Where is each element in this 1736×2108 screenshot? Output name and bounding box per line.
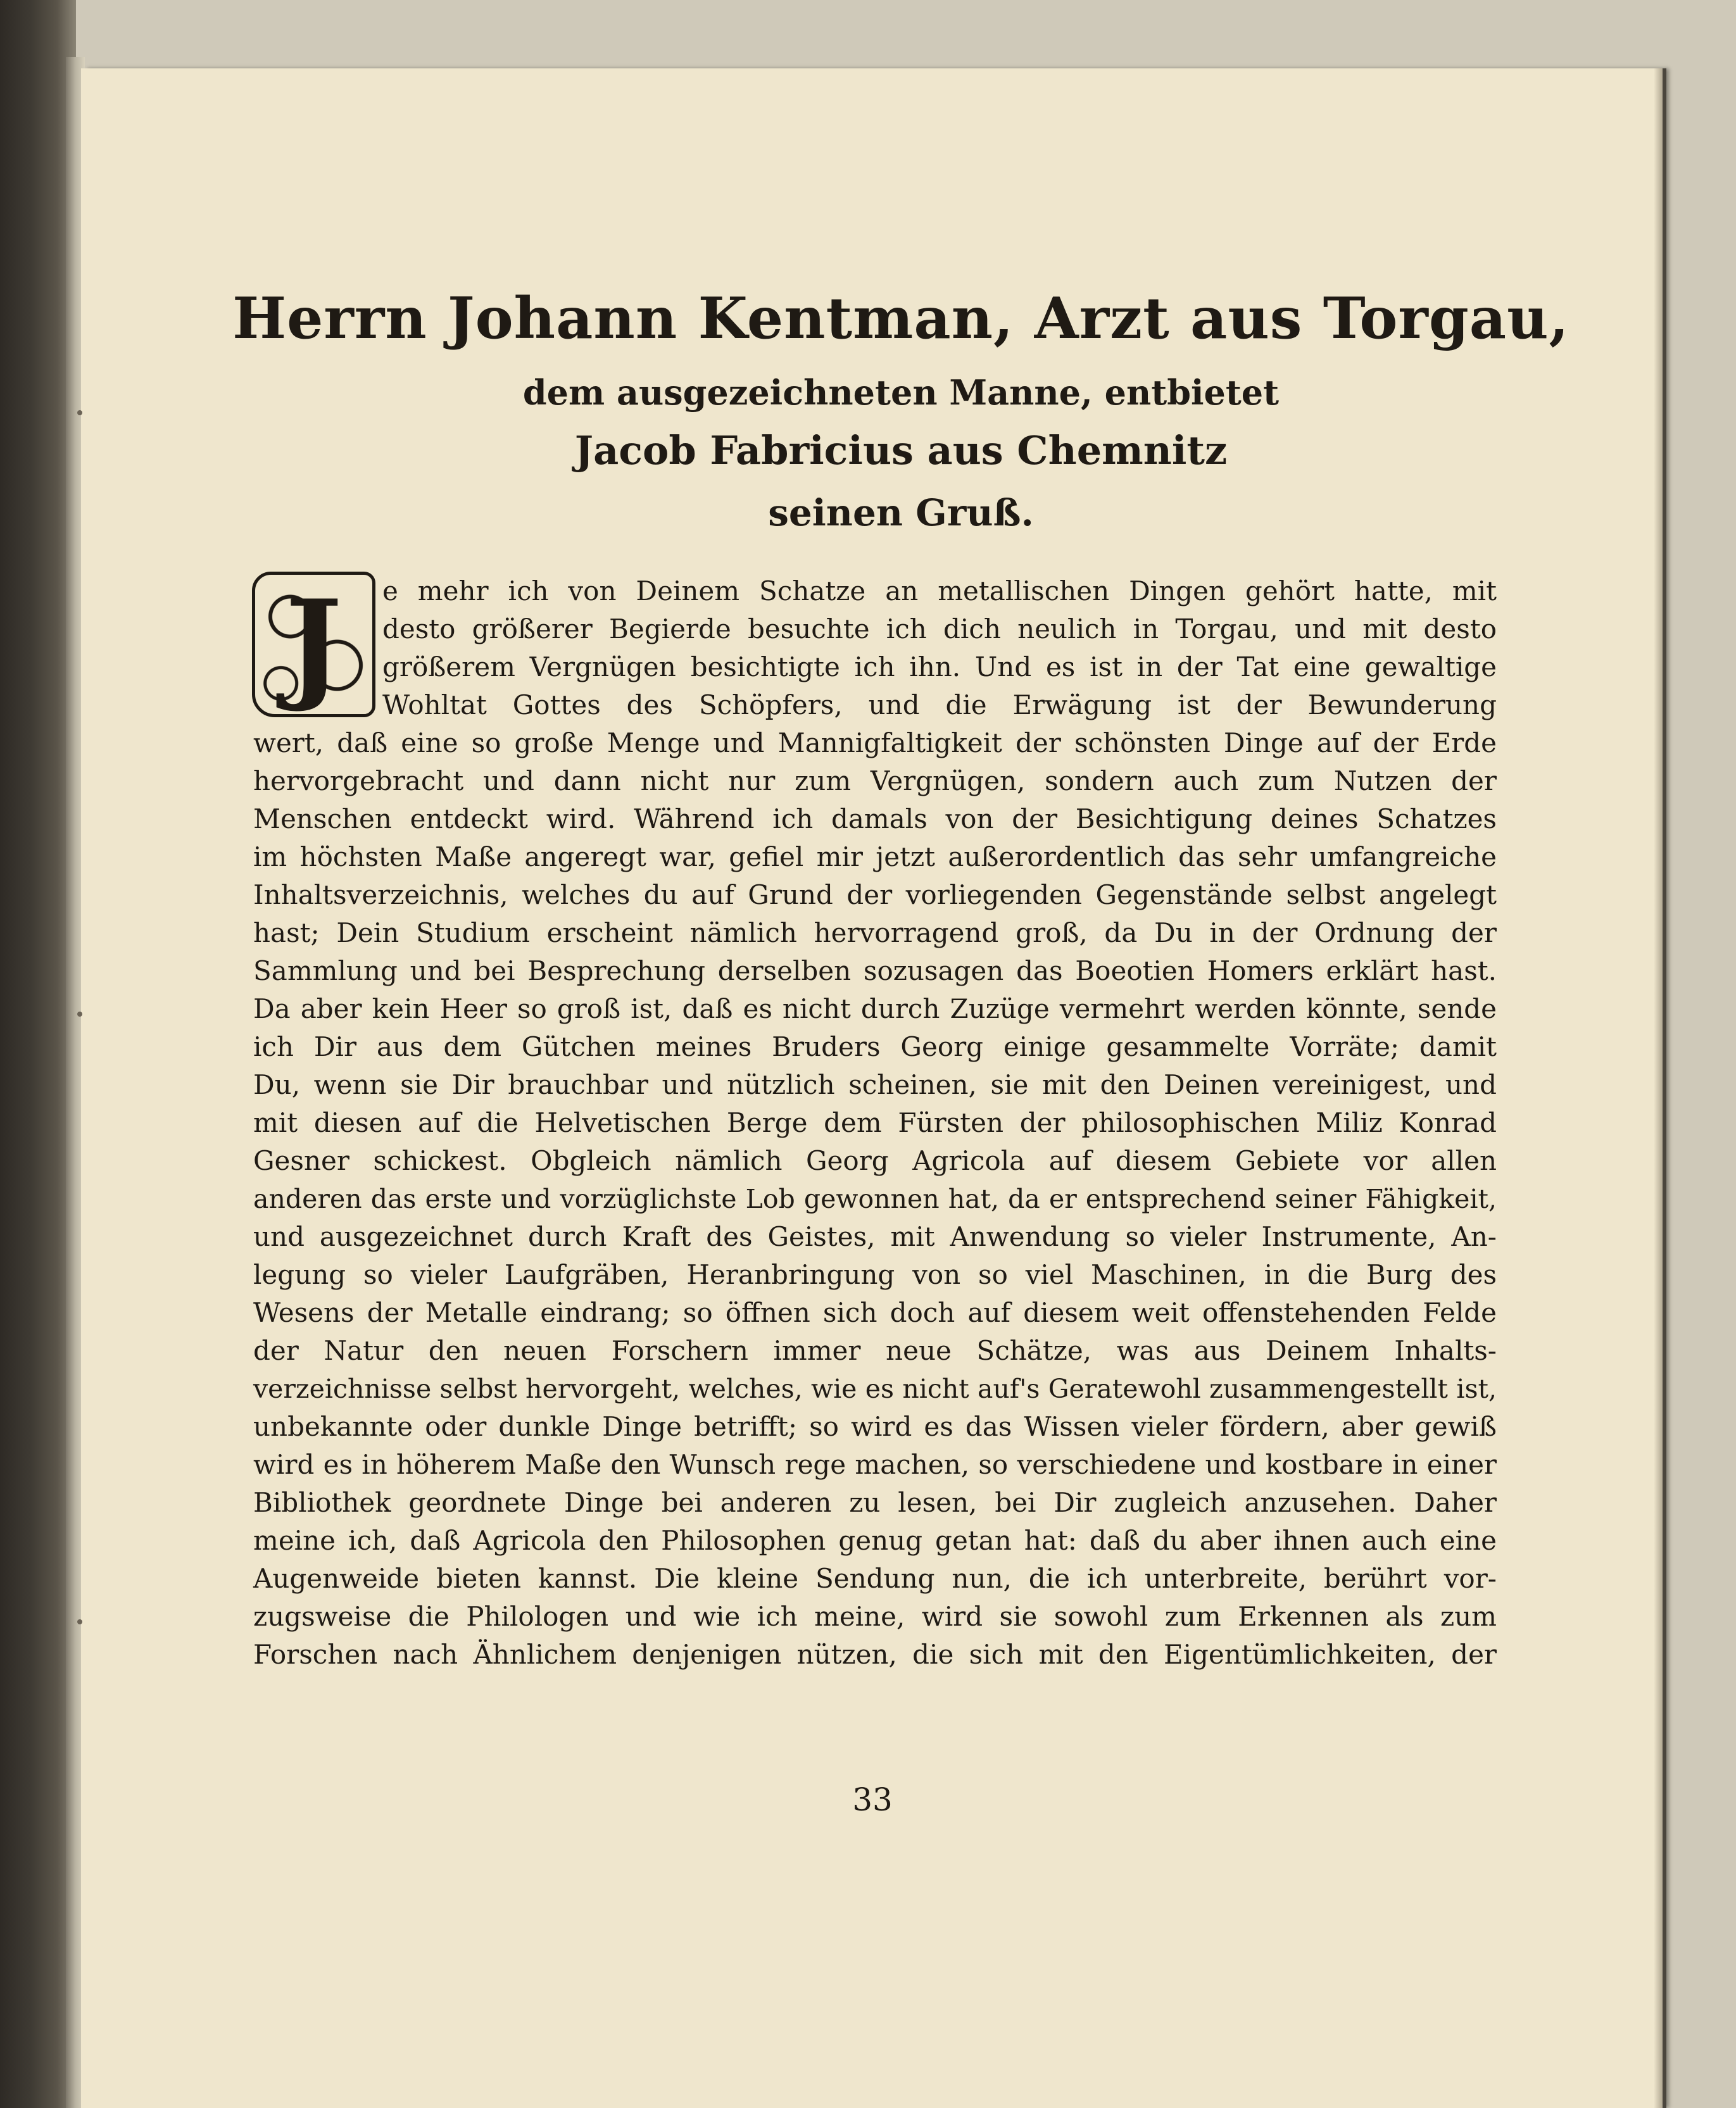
text-line: Wesens der Metalle eindrang; so öffnen sich doch auf diesem weit offenstehenden Felde (253, 1297, 1497, 1328)
text-line: Gesner schickest. Obgleich nämlich Georg Agricola auf diesem Gebiete vor allen (253, 1145, 1497, 1176)
text-line: unbekannte oder dunkle Dinge betrifft; so wird es das Wissen vieler fördern, aber gewiß (253, 1411, 1497, 1442)
text-line: Bibliothek geordnete Dinge bei anderen zu lesen, bei Dir zugleich anzusehen. Daher (253, 1487, 1497, 1518)
binding-hole (77, 410, 82, 415)
text-line: hervorgebracht und dann nicht nur zum Vergnügen, sondern auch zum Nutzen der (253, 765, 1497, 796)
text-line: hast; Dein Studium erscheint nämlich hervorragend groß, da Du in der Ordnung der (253, 917, 1497, 948)
text-line: anderen das erste und vorzüglichste Lob gewonnen hat, da er entsprechend seiner Fähigkeit, (253, 1184, 1497, 1214)
ornamental-initial (252, 572, 375, 717)
book-page (81, 68, 1663, 2108)
text-line: meine ich, daß Agricola den Philosophen genug getan hat: daß du aber ihnen auch eine (253, 1525, 1497, 1556)
text-line: Augenweide bieten kannst. Die kleine Sendung nun, die ich unterbreite, berührt vor- (253, 1563, 1497, 1594)
text-line: desto größerer Begierde besuchte ich dich neulich in Torgau, und mit desto (382, 613, 1497, 644)
text-line: wird es in höherem Maße den Wunsch rege machen, so verschiedene und kostbare in einer (253, 1449, 1497, 1480)
drop-cap-letter: J (285, 574, 343, 715)
text-line: zugsweise die Philologen und wie ich meine, wird sie sowohl zum Erkennen als zum (253, 1601, 1497, 1632)
text-line: und ausgezeichnet durch Kraft des Geistes, mit Anwendung so vieler Instrumente, An- (253, 1221, 1497, 1252)
text-line: Sammlung und bei Besprechung derselben sozusagen das Boeotien Homers erklärt hast. (253, 955, 1497, 986)
text-line: größerem Vergnügen besichtigte ich ihn. Und es ist in der Tat eine gewaltige (382, 651, 1497, 682)
page-title: Herrn Johann Kentman, Arzt aus Torgau, (232, 285, 1569, 352)
text-line: Wohltat Gottes des Schöpfers, und die Erwägung ist der Bewunderung (382, 689, 1497, 720)
text-line: e mehr ich von Deinem Schatze an metallischen Dingen gehört hatte, mit (382, 575, 1497, 606)
text-line: legung so vieler Laufgräben, Heranbringung von so viel Maschinen, in die Burg des (253, 1259, 1497, 1290)
text-line: verzeichnisse selbst hervorgeht, welches, wie es nicht auf's Geratewohl zusammengestellt ist, (253, 1374, 1497, 1404)
text-line: der Natur den neuen Forschern immer neue Schätze, was aus Deinem Inhalts- (253, 1335, 1497, 1366)
dedication-line: dem ausgezeichneten Manne, entbietet (522, 372, 1280, 413)
text-line: Forschen nach Ähnlichem denjenigen nützen, die sich mit den Eigentümlichkeiten, der (253, 1639, 1497, 1670)
text-line: Du, wenn sie Dir brauchbar und nützlich scheinen, sie mit den Deinen vereinigest, und (253, 1069, 1497, 1100)
greeting-line: seinen Gruß. (768, 491, 1034, 534)
binding-hole (77, 1012, 82, 1017)
author-line: Jacob Fabricius aus Chemnitz (574, 427, 1228, 474)
text-line: ich Dir aus dem Gütchen meines Bruders Georg einige gesammelte Vorräte; damit (253, 1031, 1497, 1062)
binding-hole (77, 1619, 82, 1624)
text-line: Da aber kein Heer so groß ist, daß es nicht durch Zuzüge vermehrt werden könnte, sende (253, 993, 1497, 1024)
text-line: Inhaltsverzeichnis, welches du auf Grund der vorliegenden Gegenstände selbst angelegt (253, 879, 1497, 910)
text-line: Menschen entdeckt wird. Während ich damals von der Besichtigung deines Schatzes (253, 803, 1497, 834)
page-number: 33 (852, 1781, 893, 1818)
text-line: mit diesen auf die Helvetischen Berge dem Fürsten der philosophischen Miliz Konrad (253, 1107, 1497, 1138)
text-line: im höchsten Maße angeregt war, gefiel mir jetzt außerordentlich das sehr umfangreiche (253, 841, 1497, 872)
scan-background (0, 0, 76, 2108)
text-line: wert, daß eine so große Menge und Mannigfaltigkeit der schönsten Dinge auf der Erde (253, 727, 1497, 758)
